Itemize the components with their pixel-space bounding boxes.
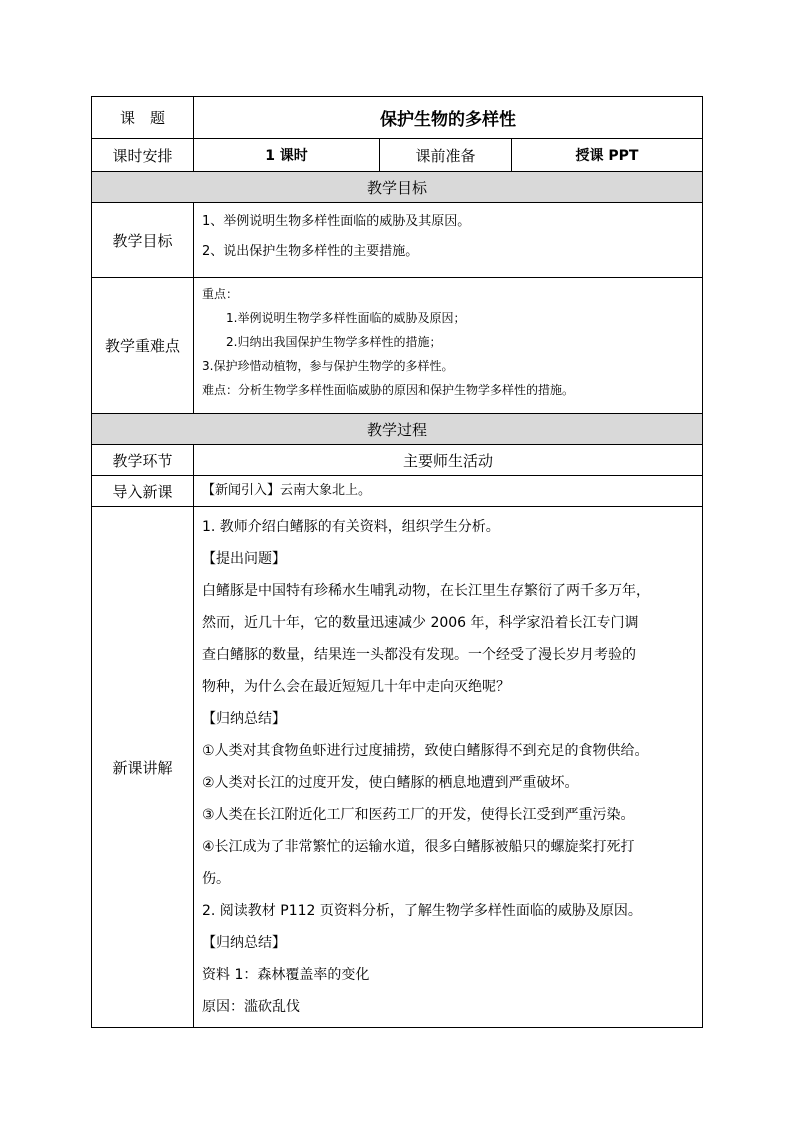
lecture-line: 【归纳总结】 bbox=[202, 711, 286, 727]
period-row bbox=[92, 139, 703, 172]
focus-item: 1.举例说明生物学多样性面临的威胁及原因； bbox=[226, 311, 466, 325]
lecture-line: 【提出问题】 bbox=[202, 551, 286, 567]
objectives-section-row bbox=[92, 172, 703, 203]
objective-item: 2、说出保护生物多样性的主要措施。 bbox=[202, 244, 419, 259]
prep-value: 授课 PPT bbox=[512, 139, 703, 172]
lecture-line: ③人类在长江附近化工厂和医药工厂的开发，使得长江受到严重污染。 bbox=[202, 807, 635, 823]
lecture-line: 2. 阅读教材 P112 页资料分析，了解生物学多样性面临的威胁及原因。 bbox=[202, 903, 642, 919]
lecture-line: 资料 1：森林覆盖率的变化 bbox=[202, 967, 370, 983]
key-points-content bbox=[194, 278, 703, 414]
lecture-line: 伤。 bbox=[202, 871, 230, 887]
title-label: 课 题 bbox=[92, 97, 194, 139]
lecture-line: 【归纳总结】 bbox=[202, 935, 286, 951]
lecture-line: ②人类对长江的过度开发，使白鳍豚的栖息地遭到严重破坏。 bbox=[202, 775, 579, 791]
process-col2-label: 主要师生活动 bbox=[194, 445, 703, 476]
objectives-section-title: 教学目标 bbox=[92, 172, 703, 203]
process-section-row bbox=[92, 414, 703, 445]
intro-content bbox=[194, 476, 703, 507]
lesson-plan-table bbox=[91, 96, 703, 1028]
lecture-line: ④长江成为了非常繁忙的运输水道，很多白鳍豚被船只的螺旋桨打死打 bbox=[202, 839, 635, 855]
intro-text: 【新闻引入】云南大象北上。 bbox=[202, 483, 372, 498]
period-label: 课时安排 bbox=[92, 139, 194, 172]
key-points-row bbox=[92, 278, 703, 414]
lecture-line: 白鳍豚是中国特有珍稀水生哺乳动物，在长江里生存繁衍了两千多万年， bbox=[202, 583, 650, 599]
lecture-line: 查白鳍豚的数量，结果连一头都没有发现。一个经受了漫长岁月考验的 bbox=[202, 647, 636, 663]
objective-item: 1、举例说明生物多样性面临的威胁及其原因。 bbox=[202, 214, 471, 229]
lecture-line: 物种，为什么会在最近短短几十年中走向灭绝呢？ bbox=[202, 679, 510, 695]
focus-item: 3.保护珍惜动植物，参与保护生物学的多样性。 bbox=[202, 359, 454, 373]
focus-item: 2.归纳出我国保护生物学多样性的措施； bbox=[226, 335, 442, 349]
process-header-row bbox=[92, 445, 703, 476]
lesson-title: 保护生物的多样性 bbox=[194, 97, 703, 139]
lecture-line: 原因：滥砍乱伐 bbox=[202, 999, 300, 1015]
lecture-label: 新课讲解 bbox=[92, 507, 194, 1028]
focus-title: 重点： bbox=[202, 287, 239, 301]
difficulty-text: 难点：分析生物学多样性面临威胁的原因和保护生物学多样性的措施。 bbox=[202, 383, 575, 397]
period-value: 1 课时 bbox=[194, 139, 380, 172]
lecture-line: ①人类对其食物鱼虾进行过度捕捞，致使白鳍豚得不到充足的食物供给。 bbox=[202, 743, 649, 759]
lecture-line: 1. 教师介绍白鳍豚的有关资料，组织学生分析。 bbox=[202, 519, 500, 535]
lecture-row bbox=[92, 507, 703, 1028]
process-section-title: 教学过程 bbox=[92, 414, 703, 445]
objectives-content bbox=[194, 203, 703, 278]
intro-row bbox=[92, 476, 703, 507]
process-col1-label: 教学环节 bbox=[92, 445, 194, 476]
key-points-label: 教学重难点 bbox=[92, 278, 194, 414]
lecture-content bbox=[194, 507, 703, 1028]
objectives-row bbox=[92, 203, 703, 278]
objectives-label: 教学目标 bbox=[92, 203, 194, 278]
intro-label: 导入新课 bbox=[92, 476, 194, 507]
lecture-line: 然而，近几十年，它的数量迅速减少 2006 年，科学家沿着长江专门调 bbox=[202, 615, 639, 631]
prep-label: 课前准备 bbox=[380, 139, 512, 172]
title-row bbox=[92, 97, 703, 139]
